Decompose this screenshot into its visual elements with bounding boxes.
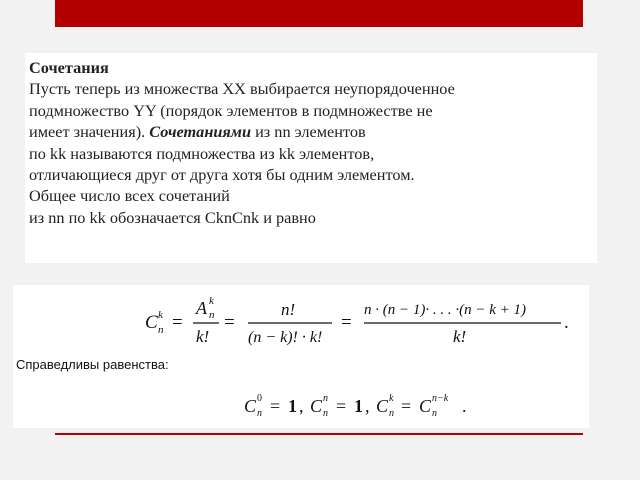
formula-value: 1 <box>288 396 297 416</box>
bottom-accent-rule <box>55 433 583 435</box>
formula-equals: = <box>172 312 183 333</box>
formula-image-panel <box>13 285 589 428</box>
formula-comma: , <box>365 396 370 416</box>
equalities-caption: Справедливы равенства: <box>16 357 169 372</box>
text-line: имеет значения). <box>29 122 150 142</box>
formula-comma: , <box>299 396 304 416</box>
formula-denominator: k! <box>453 327 467 346</box>
text-line: Общее число всех сочетаний <box>29 186 230 206</box>
definition-paragraph <box>25 53 597 228</box>
section-heading: Сочетания <box>29 58 109 77</box>
formula-superscript: k <box>158 309 163 321</box>
formula-subscript: n <box>323 408 328 419</box>
text-line: отличающиеся друг от друга хотя бы одним элементом. <box>29 165 415 185</box>
definition-text-block <box>25 53 597 263</box>
formula-period: . <box>564 312 569 333</box>
formula-symbol-a: A <box>196 298 207 318</box>
formula-subscript: n <box>432 408 437 419</box>
formula-equals: = <box>401 396 412 416</box>
formula-superscript: n−k <box>432 393 449 404</box>
formula-equals: = <box>336 396 347 416</box>
formula-equals: = <box>270 396 281 416</box>
formula-equals: = <box>341 312 352 333</box>
formula-denominator: (n − k)! · k! <box>248 329 323 346</box>
formula-symbol-c: C <box>145 312 158 333</box>
text-line: из nn по kk обозначается CknCnk и равно <box>29 207 316 227</box>
formula-numerator: n! <box>281 300 296 319</box>
formula-symbol-c: C <box>419 396 432 416</box>
formula-value: 1 <box>354 396 363 416</box>
formula-symbol-c: C <box>310 396 323 416</box>
text-line: по kk называются подмножества из kk элементов, <box>29 143 375 163</box>
formula-numerator: n · (n − 1)· . . . ·(n − k + 1) <box>364 302 527 318</box>
term-emphasis: Сочетаниями <box>149 122 252 142</box>
formula-period: . <box>462 396 467 416</box>
text-line: подмножество YY (порядок элементов в подмножестве не <box>29 100 433 120</box>
formula-subscript: n <box>257 408 262 419</box>
formula-superscript: k <box>209 295 214 307</box>
formula-subscript: n <box>209 309 215 321</box>
formula-superscript: k <box>389 393 394 404</box>
formula-subscript: n <box>158 324 164 336</box>
text-line: из nn элементов <box>251 122 366 142</box>
formula-superscript: 0 <box>257 393 262 404</box>
title-bar-accent <box>55 0 583 27</box>
formula-superscript: n <box>323 393 328 404</box>
text-line: Пусть теперь из множества XX выбирается неупорядоченное <box>29 79 455 99</box>
formula-symbol-c: C <box>376 396 389 416</box>
formula-symbol-c: C <box>244 396 257 416</box>
formula-denominator: k! <box>196 327 210 346</box>
formula-subscript: n <box>389 408 394 419</box>
formula-equals: = <box>224 312 235 333</box>
